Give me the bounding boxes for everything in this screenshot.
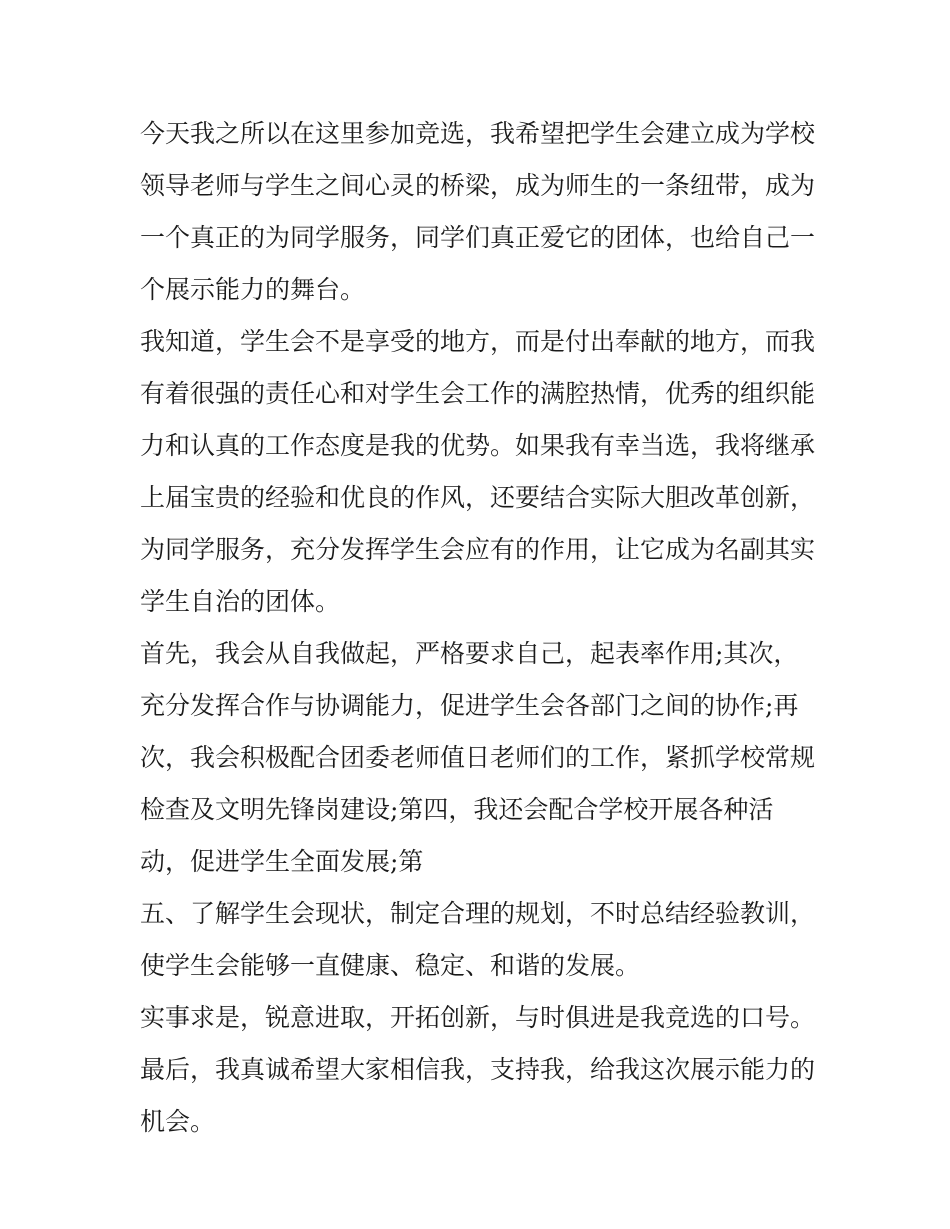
text-line: 个展示能力的舞台。 bbox=[140, 275, 366, 304]
text-line: 首先，我会从自我做起，严格要求自己，起表率作用;其次， bbox=[140, 639, 799, 668]
text-line: 检查及文明先锋岗建设;第四，我还会配合学校开展各种活 bbox=[140, 795, 774, 824]
text-line: 力和认真的工作态度是我的优势。如果我有幸当选，我将继承 bbox=[140, 431, 816, 460]
text-line: 今天我之所以在这里参加竞选，我希望把学生会建立成为学校 bbox=[140, 119, 816, 148]
text-line: 动，促进学生全面发展;第 bbox=[140, 847, 424, 876]
text-line: 上届宝贵的经验和优良的作风，还要结合实际大胆改革创新， bbox=[140, 483, 816, 512]
text-line: 次，我会积极配合团委老师值日老师们的工作，紧抓学校常规 bbox=[140, 743, 816, 772]
text-line: 我知道，学生会不是享受的地方，而是付出奉献的地方，而我 bbox=[140, 327, 816, 356]
text-line: 最后，我真诚希望大家相信我，支持我，给我这次展示能力的 bbox=[140, 1055, 816, 1084]
text-line: 机会。 bbox=[140, 1107, 216, 1136]
text-line: 五、了解学生会现状，制定合理的规划，不时总结经验教训， bbox=[140, 899, 816, 928]
text-line: 一个真正的为同学服务，同学们真正爱它的团体，也给自己一 bbox=[140, 223, 816, 252]
text-line: 学生自治的团体。 bbox=[140, 587, 341, 616]
body-text bbox=[140, 108, 830, 1148]
text-line: 实事求是，锐意进取，开拓创新，与时俱进是我竞选的口号。 bbox=[140, 1003, 816, 1032]
text-line: 有着很强的责任心和对学生会工作的满腔热情，优秀的组织能 bbox=[140, 379, 816, 408]
text-line: 充分发挥合作与协调能力，促进学生会各部门之间的协作;再 bbox=[140, 691, 799, 720]
text-line: 领导老师与学生之间心灵的桥梁，成为师生的一条纽带，成为 bbox=[140, 171, 816, 200]
text-line: 为同学服务，充分发挥学生会应有的作用，让它成为名副其实 bbox=[140, 535, 816, 564]
text-line: 使学生会能够一直健康、稳定、和谐的发展。 bbox=[140, 951, 641, 980]
